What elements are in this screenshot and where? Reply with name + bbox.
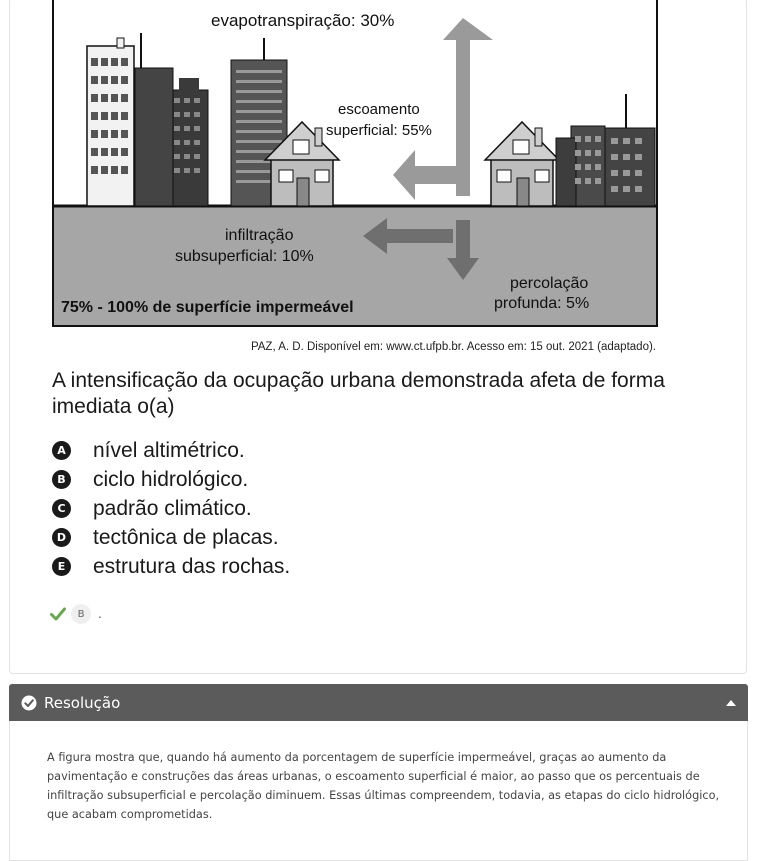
option-b[interactable]: [52, 465, 290, 494]
resolution-body: [9, 721, 748, 861]
option-a-text: nível altimétrico.: [93, 438, 245, 462]
label-runoff-2: superficial: 55%: [326, 122, 432, 139]
option-b-text: ciclo hidrológico.: [93, 467, 249, 491]
label-percolation-2: profunda: 5%: [494, 295, 590, 312]
label-infiltration-2: subsuperficial: 10%: [175, 248, 314, 265]
option-c-text: padrão climático.: [93, 496, 252, 520]
option-e[interactable]: [52, 552, 290, 581]
building-white-tall: [87, 38, 134, 206]
answer-suffix: .: [98, 607, 102, 621]
label-evapotranspiration: evapotranspiração: 30%: [211, 11, 395, 30]
figure-caption: PAZ, A. D. Disponível em: www.ct.ufpb.br. Acesso em: 15 out. 2021 (adaptado).: [250, 341, 656, 353]
resolution-text: A figura mostra que, quando há aumento da porcentagem de superfície impermeável, graças ao aumento da pavimentação e construções das áreas urbanas, o escoamento superficial é maior, ao passo que os percentuais de infiltração subsuperficial e percolação diminuem. Essas últimas compreendem, todavia, as etapas do ciclo hidrológico, que acabam comprometidas.: [47, 751, 720, 821]
option-a-badge: A: [52, 441, 71, 460]
check-circle-icon: [21, 695, 37, 711]
answer-options: [52, 436, 290, 581]
resolution-header[interactable]: [9, 684, 748, 721]
label-impermeable: 75% - 100% de superfície impermeável: [61, 299, 354, 316]
check-icon: [50, 606, 66, 622]
option-d-badge: D: [52, 528, 71, 547]
label-runoff-1: escoamento: [338, 101, 420, 118]
option-d[interactable]: [52, 523, 290, 552]
option-c-badge: C: [52, 499, 71, 518]
correct-answer: [50, 604, 102, 624]
option-e-text: estrutura das rochas.: [93, 554, 291, 578]
option-b-badge: B: [52, 470, 71, 489]
urban-water-cycle-figure: [51, 0, 659, 334]
option-c[interactable]: [52, 494, 290, 523]
option-e-badge: E: [52, 557, 71, 576]
label-infiltration-1: infiltração: [225, 227, 294, 244]
answer-letter-chip: B: [71, 604, 91, 624]
option-a[interactable]: [52, 436, 290, 465]
label-percolation-1: percolação: [510, 275, 589, 292]
option-d-text: tectônica de placas.: [93, 525, 279, 549]
resolution-title: Resolução: [44, 693, 121, 712]
question-text: A intensificação da ocupação urbana demonstrada afeta de forma imediata o(a): [52, 369, 665, 418]
caret-up-icon[interactable]: [726, 700, 736, 706]
